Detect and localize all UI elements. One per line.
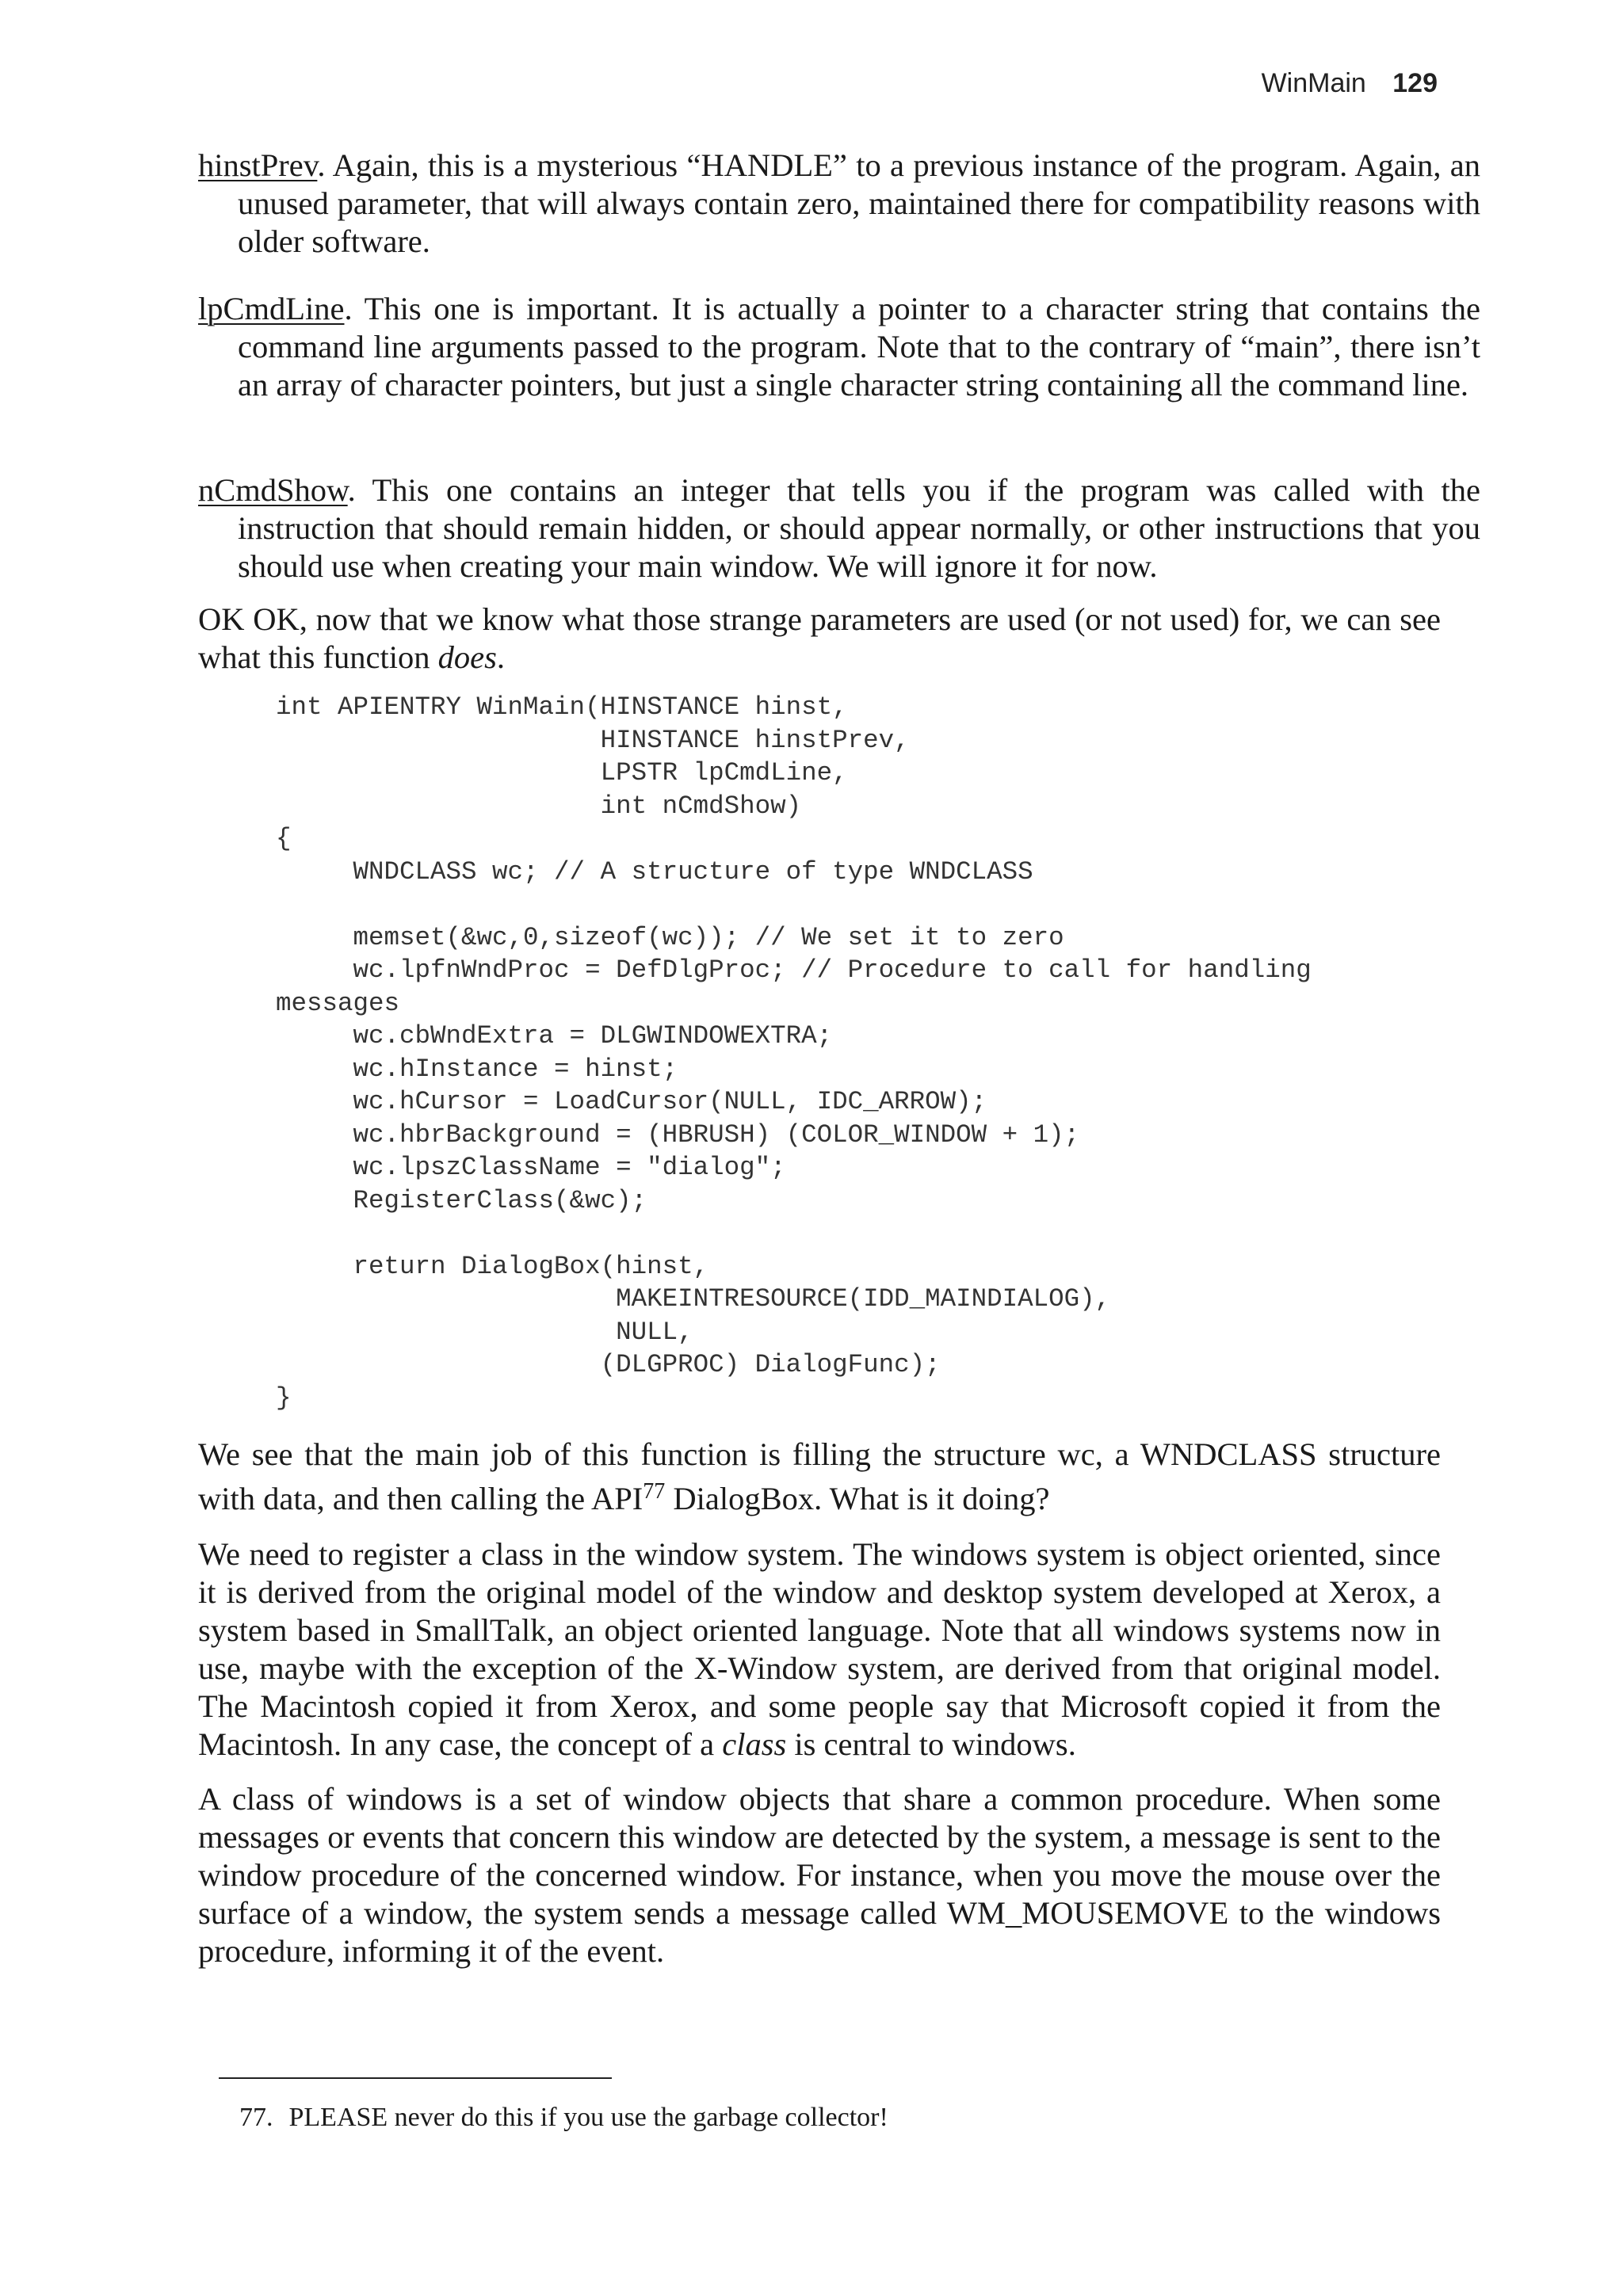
code-line: messages	[276, 988, 400, 1018]
code-line: }	[276, 1383, 292, 1413]
definition-term: nCmdShow	[198, 472, 348, 508]
paragraph-text: We need to register a class in the window system. The windows system is object oriented, since it is derived from the original model of the window and desktop system developed at Xerox, a system based in SmallTalk, an object oriented language. Note that all windows systems now in use, maybe with the exception of the X-Window system, are derived from that original model. The Macintosh copied it from Xerox, and some people say that Microsoft copied it from the Macintosh. In any case, the concept of a	[198, 1536, 1441, 1762]
code-line: wc.lpfnWndProc = DefDlgProc; // Procedure to call for handling	[276, 955, 1312, 985]
code-line: return DialogBox(hinst,	[276, 1251, 709, 1281]
paragraph-main-job	[198, 1432, 1441, 1521]
emphasis-text: class	[722, 1726, 787, 1762]
code-line	[276, 1217, 1312, 1250]
code-listing	[276, 691, 1312, 1414]
footnote	[239, 2101, 888, 2134]
definition-hinstprev	[198, 147, 1480, 261]
code-line: int APIENTRY WinMain(HINSTANCE hinst,	[276, 692, 848, 722]
code-line: HINSTANCE hinstPrev,	[276, 725, 910, 755]
paragraph-text: We see that the main job of this function is filling the structure wc, a WNDCLASS structure with data, and then calling the API	[198, 1436, 1441, 1516]
intro-paragraph	[198, 601, 1441, 677]
code-line: RegisterClass(&wc);	[276, 1185, 647, 1215]
code-line: NULL,	[276, 1317, 693, 1347]
definition-lpcmdline	[198, 290, 1480, 404]
definition-text: . Again, this is a mysterious “HANDLE” to a previous instance of the program. Again, an unused parameter, that will always contain zero, maintained there for compatibility reasons with older software.	[238, 147, 1480, 259]
code-line: wc.hbrBackground = (HBRUSH) (COLOR_WINDOW + 1);	[276, 1119, 1080, 1150]
running-header	[1262, 68, 1438, 99]
definition-term: hinstPrev	[198, 147, 318, 183]
page-number: 129	[1392, 68, 1438, 98]
code-line: wc.lpszClassName = "dialog";	[276, 1153, 786, 1182]
code-line: LPSTR lpCmdLine,	[276, 758, 848, 788]
code-line: MAKEINTRESOURCE(IDD_MAINDIALOG),	[276, 1284, 1111, 1314]
emphasis-text: does	[437, 639, 497, 675]
chapter-title: WinMain	[1261, 68, 1366, 98]
footnote-divider	[219, 2077, 612, 2079]
paragraph-text: is central to windows.	[786, 1726, 1076, 1762]
code-line: (DLGPROC) DialogFunc);	[276, 1350, 941, 1379]
code-line: wc.hCursor = LoadCursor(NULL, IDC_ARROW);	[276, 1087, 987, 1116]
paragraph-window-class: A class of windows is a set of window objects that share a common procedure. When some messages or events that concern this window are detected by the system, a message is sent to the window procedure of the concerned window. For instance, when you move the mouse over the surface of a window, the system sends a message called WM_MOUSEMOVE to the windows procedure, informing it of the event.	[198, 1781, 1441, 1969]
code-line: int nCmdShow)	[276, 791, 802, 821]
code-line: wc.cbWndExtra = DLGWINDOWEXTRA;	[276, 1021, 833, 1051]
footnote-reference[interactable]: 77	[643, 1479, 666, 1504]
paragraph-register-class	[198, 1535, 1441, 1764]
paragraph-text: OK OK, now that we know what those strange parameters are used (or not used) for, we can see what this function	[198, 601, 1441, 675]
paragraph-text: DialogBox. What is it doing?	[665, 1481, 1050, 1516]
code-line	[276, 888, 1312, 921]
code-line: {	[276, 824, 292, 853]
footnote-text: PLEASE never do this if you use the garbage collector!	[288, 2103, 888, 2132]
code-line: memset(&wc,0,sizeof(wc)); // We set it to zero	[276, 922, 1064, 952]
footnote-number: 77.	[239, 2103, 273, 2132]
paragraph-text: .	[496, 639, 505, 675]
definition-text: . This one contains an integer that tells you if the program was called with the instruction that should remain hidden, or should appear normally, or other instructions that you should use when creating your main window. We will ignore it for now.	[238, 472, 1480, 584]
code-line: wc.hInstance = hinst;	[276, 1054, 678, 1084]
definition-term: lpCmdLine	[198, 291, 345, 326]
code-line: WNDCLASS wc; // A structure of type WNDCLASS	[276, 856, 1033, 887]
definition-ncmdshow	[198, 471, 1480, 585]
definition-text: . This one is important. It is actually a pointer to a character string that contains the command line arguments passed to the program. Note that to the contrary of “main”, there isn’t an array of character pointers, but just a single character string containing all the command line.	[238, 291, 1480, 402]
